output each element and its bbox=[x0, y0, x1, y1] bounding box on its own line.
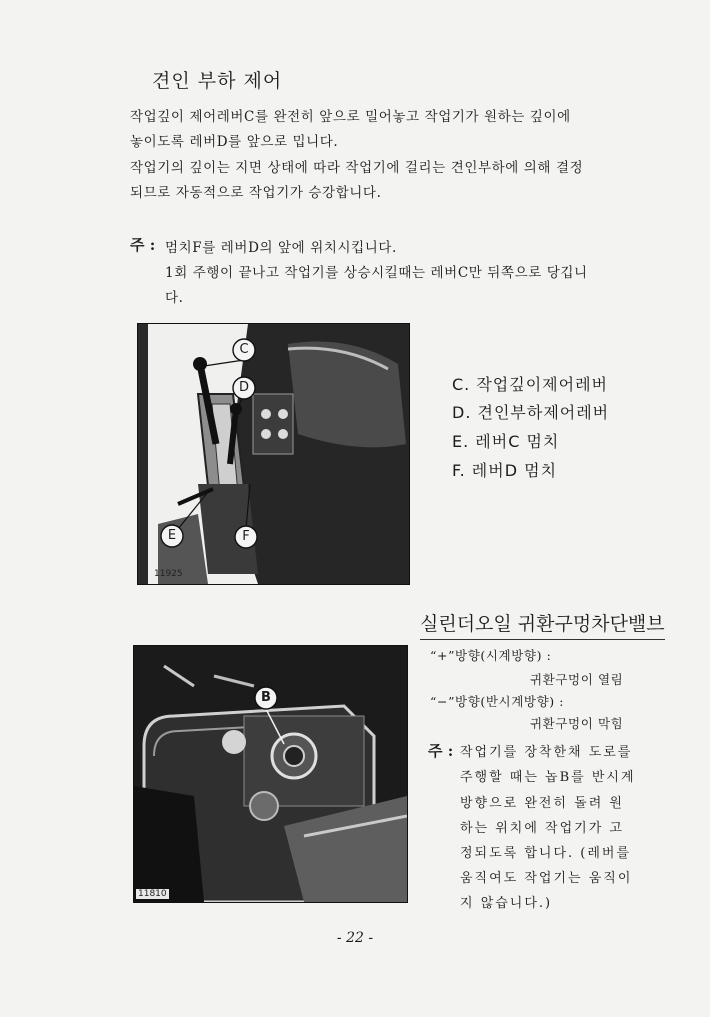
callout-c: C bbox=[239, 342, 249, 357]
note-line: 1회 주행이 끝나고 작업기를 상승시킬때는 레버C만 뒤쪽으로 당깁니 bbox=[165, 265, 588, 281]
image-number: 11810 bbox=[138, 889, 167, 899]
legend-item-f: F. 레버D 멈치 bbox=[452, 461, 558, 480]
note-label: 주 : bbox=[130, 236, 156, 254]
note-line: 하는 위치에 작업기가 고 bbox=[460, 821, 624, 836]
valve-photo-illustration bbox=[134, 646, 407, 902]
note-line: 다. bbox=[165, 290, 184, 306]
section-title: 실린더오일 귀환구멍차단밸브 bbox=[420, 609, 665, 640]
minus-direction-label: “−”방향(반시계방향) : bbox=[430, 694, 565, 709]
valve-photo bbox=[133, 645, 408, 903]
note-line: 작업기를 장착한채 도로를 bbox=[460, 745, 633, 760]
plus-direction-label: “+”방향(시계방향) : bbox=[430, 648, 552, 663]
lever-photo bbox=[137, 323, 410, 585]
page-number: - 22 - bbox=[336, 930, 374, 946]
legend-item-c: C. 작업깊이제어레버 bbox=[452, 375, 608, 394]
note-line: 멈치F를 레버D의 앞에 위치시킵니다. bbox=[165, 240, 397, 256]
minus-direction-desc: 귀환구멍이 막힘 bbox=[530, 716, 624, 731]
callout-b: B bbox=[261, 690, 271, 705]
paragraph-line: 작업기의 깊이는 지면 상태에 따라 작업기에 걸리는 견인부하에 의해 결정 bbox=[130, 160, 584, 176]
legend-item-d: D. 견인부하제어레버 bbox=[452, 403, 610, 422]
callout-e: E bbox=[167, 528, 177, 543]
note-label: 주 : bbox=[428, 742, 454, 760]
note-line: 움직여도 작업기는 움직이 bbox=[460, 871, 633, 886]
legend-item-e: E. 레버C 멈치 bbox=[452, 432, 560, 451]
lever-photo-illustration bbox=[138, 324, 409, 584]
note-line: 정되도록 합니다. (레버를 bbox=[460, 846, 632, 861]
callout-f: F bbox=[242, 529, 250, 544]
callout-d: D bbox=[238, 380, 249, 395]
section-heading: 견인 부하 제어 bbox=[152, 70, 283, 92]
paragraph-line: 놓이도록 레버D를 앞으로 밉니다. bbox=[130, 134, 339, 150]
plus-direction-desc: 귀환구멍이 열림 bbox=[530, 672, 624, 687]
paragraph-line: 되므로 자동적으로 작업기가 승강합니다. bbox=[130, 185, 382, 201]
note-line: 지 않습니다.) bbox=[460, 896, 553, 911]
image-number: 11925 bbox=[154, 569, 183, 579]
note-line: 방향으로 완전히 돌려 원 bbox=[460, 796, 624, 811]
note-line: 주행할 때는 놉B를 반시계 bbox=[460, 770, 636, 785]
paragraph-line: 작업깊이 제어레버C를 완전히 앞으로 밀어놓고 작업기가 원하는 깊이에 bbox=[130, 109, 571, 125]
